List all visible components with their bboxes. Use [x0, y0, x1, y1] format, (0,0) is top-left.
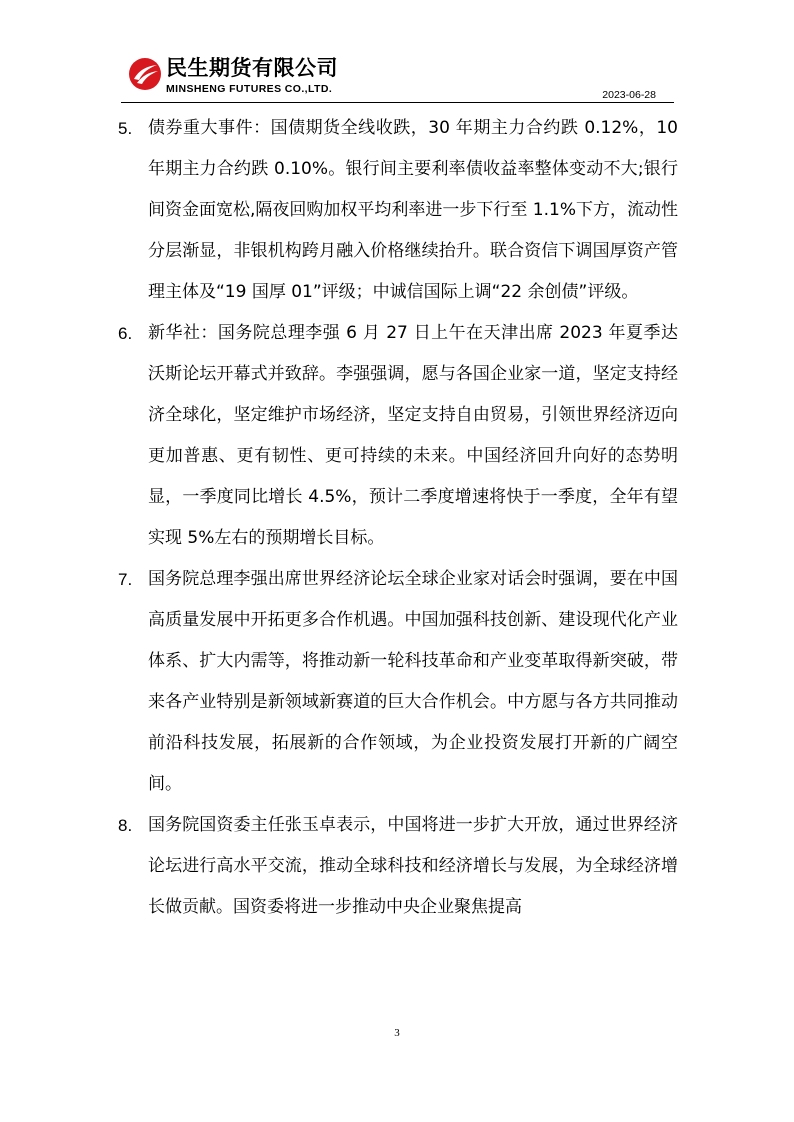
news-list	[118, 108, 678, 928]
item-text: 新华社：国务院总理李强 6 月 27 日上午在天津出席 2023 年夏季达沃斯论坛开幕式并致辞。李强强调，愿与各国企业家一道，坚定支持经济全球化，坚定维护市场经济，坚定支持自由贸易，引领世界经济迈向更加普惠、更有韧性、更可持续的未来。中国经济回升向好的态势明显，一季度同比增长 4.5%，预计二季度增速将快于一季度，全年有望实现 5%左右的预期增长目标。	[148, 323, 678, 548]
company-name-en: MINSHENG FUTURES CO.,LTD.	[166, 83, 333, 95]
item-number: 5.	[118, 119, 133, 138]
item-number: 7.	[118, 570, 133, 589]
report-date: 2023-06-28	[602, 89, 656, 101]
news-item	[118, 559, 678, 805]
item-text: 债券重大事件：国债期货全线收跌，30 年期主力合约跌 0.12%，10 年期主力合约跌 0.10%。银行间主要利率债收益率整体变动不大;银行间资金面宽松,隔夜回购加权平均利率进一步下行至 1.1%下方，流动性分层渐显，非银机构跨月融入价格继续抬升。联合资信下调国厚资产管理主体及“19 国厚 01”评级；中诚信国际上调“22 余创债”评级。	[148, 118, 678, 302]
header-divider	[121, 102, 674, 103]
item-number: 6.	[118, 324, 133, 343]
company-logo-icon	[128, 57, 162, 91]
page-number: 3	[394, 1027, 400, 1039]
item-number: 8.	[118, 816, 133, 835]
news-item	[118, 805, 678, 928]
news-item	[118, 108, 678, 313]
company-name-cn: 民生期货有限公司	[166, 56, 338, 80]
item-text: 国务院总理李强出席世界经济论坛全球企业家对话会时强调，要在中国高质量发展中开拓更多合作机遇。中国加强科技创新、建设现代化产业体系、扩大内需等，将推动新一轮科技革命和产业变革取得新突破，带来各产业特别是新领域新赛道的巨大合作机会。中方愿与各方共同推动前沿科技发展，拓展新的合作领域，为企业投资发展打开新的广阔空间。	[148, 569, 678, 794]
item-text: 国务院国资委主任张玉卓表示，中国将进一步扩大开放，通过世界经济论坛进行高水平交流，推动全球科技和经济增长与发展，为全球经济增长做贡献。国资委将进一步推动中央企业聚焦提高	[148, 815, 678, 917]
news-item	[118, 313, 678, 559]
